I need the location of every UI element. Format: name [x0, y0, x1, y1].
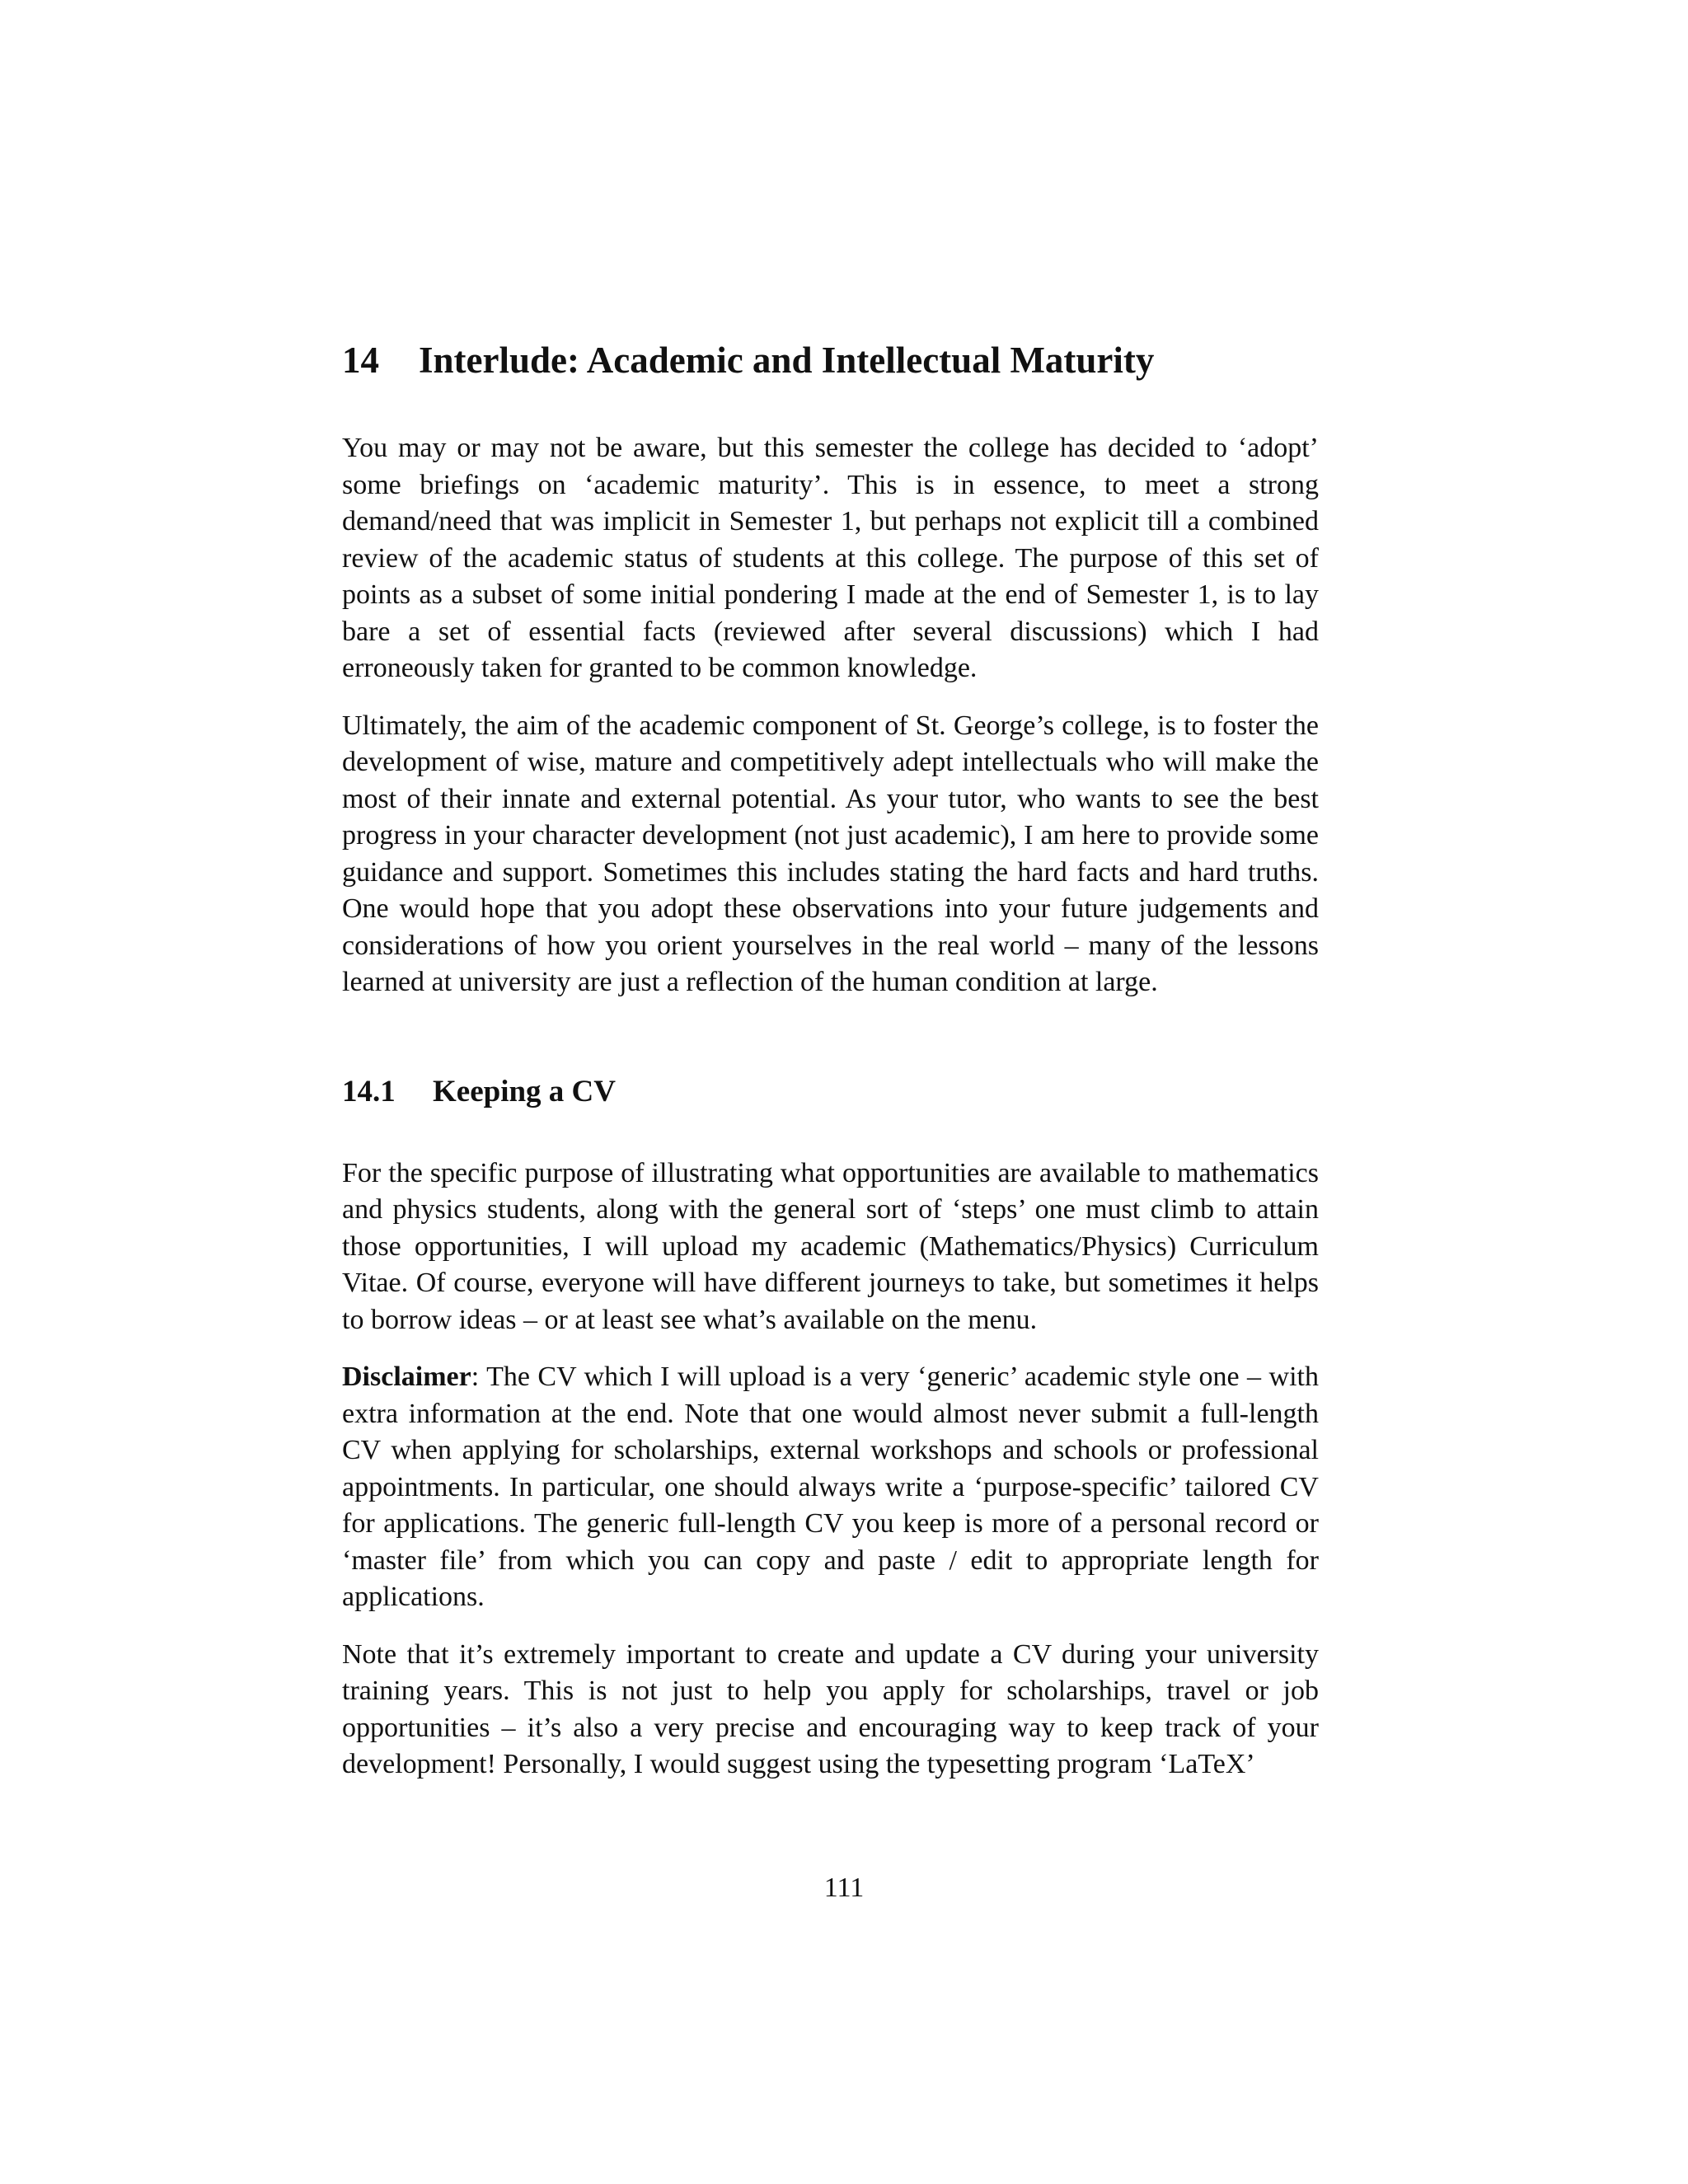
disclaimer-text: : The CV which I will upload is a very ‘generic’ academic style one – with extra information at the end. Note that one would almost never submit a full-length CV when applying for scholarships, external workshops and schools or professional appointments. In particular, one should always write a ‘purpose-specific’ tailored CV for applications. The generic full-length CV you keep is more of a personal record or ‘master file’ from which you can copy and paste / edit to appropriate length for applications.	[342, 1361, 1319, 1613]
section-title: Interlude: Academic and Intellectual Maturity	[419, 340, 1155, 381]
subsection-heading	[342, 1074, 1319, 1110]
section-number: 14	[342, 340, 379, 381]
paragraph-disclaimer	[342, 1359, 1319, 1616]
paragraph-intro: You may or may not be aware, but this semester the college has decided to ‘adopt’ some briefings on ‘academic maturity’. This is in essence, to meet a strong demand/need that was implicit in Semester 1, but perhaps not explicit till a combined review of the academic status of students at this college. The purpose of this set of points as a subset of some initial pondering I made at the end of Semester 1, is to lay bare a set of essential facts (reviewed after several discussions) which I had erroneously taken for granted to be common knowledge.	[342, 433, 1319, 683]
subsection-number: 14.1	[342, 1074, 396, 1108]
page-number: 111	[823, 1872, 865, 1903]
paragraph-cv-importance: Note that it’s extremely important to create and update a CV during your university training years. This is not just to help you apply for scholarships, travel or job opportunities – it’s also a very precise and encouraging way to keep track of your development! Personally, I would suggest using the typesetting program ‘LaTeX’	[342, 1638, 1319, 1780]
subsection-title: Keeping a CV	[433, 1074, 616, 1108]
disclaimer-label: Disclaimer	[342, 1361, 471, 1393]
paragraph-aim: Ultimately, the aim of the academic component of St. George’s college, is to foster the development of wise, mature and competitively adept intellectuals who will make the most of their innate and external potential. As your tutor, who wants to see the best progress in your character development (not just academic), I am here to provide some guidance and support. Sometimes this includes stating the hard facts and hard truths. One would hope that you adopt these observations into your future judgements and considerations of how you orient yourselves in the real world – many of the lessons learned at university are just a reflection of the human condition at large.	[342, 710, 1319, 997]
section-heading	[342, 338, 1319, 382]
text-block	[342, 338, 1319, 1783]
paragraph-cv-purpose: For the specific purpose of illustrating what opportunities are available to mathematics and physics students, along with the general sort of ‘steps’ one must climb to attain those opportunities, I will upload my academic (Mathematics/Physics) Curriculum Vitae. Of course, everyone will have different journeys to take, but sometimes it helps to borrow ideas – or at least see what’s available on the menu.	[342, 1157, 1319, 1335]
